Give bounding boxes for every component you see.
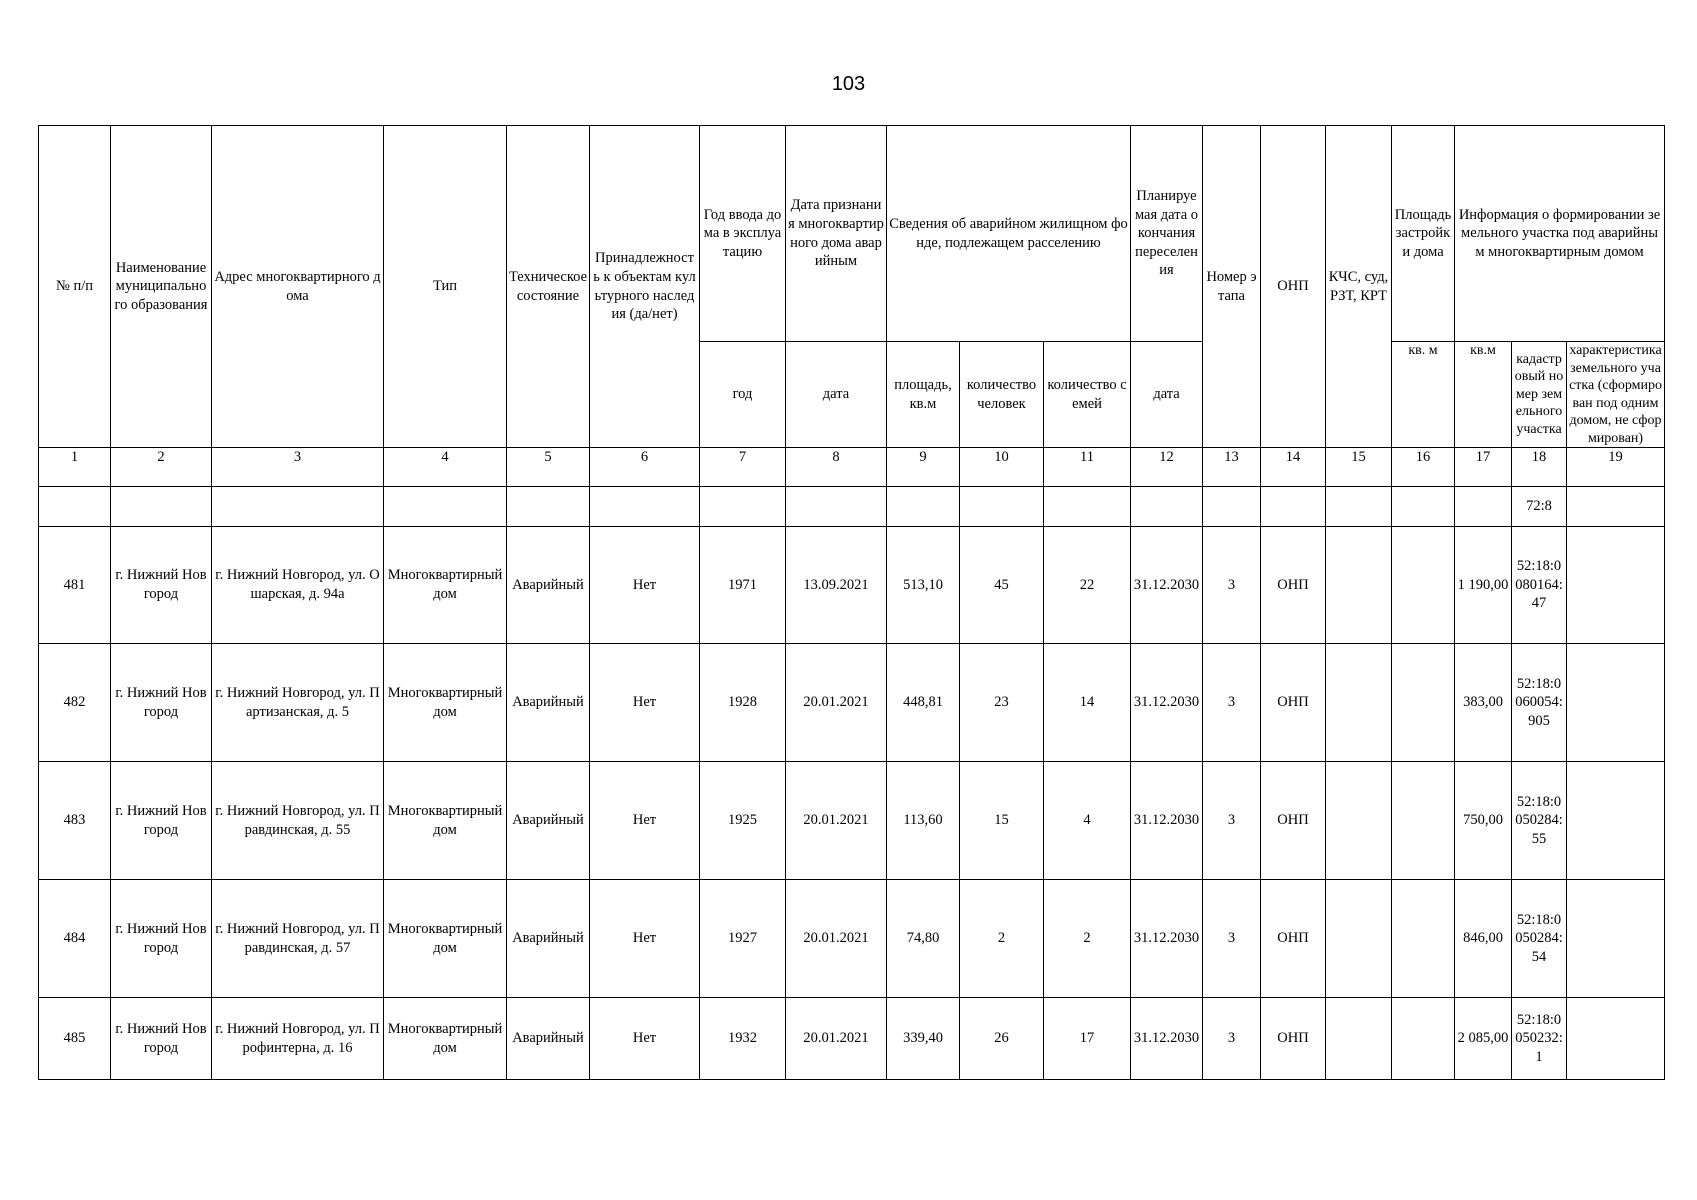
header-row-1 [39,126,1665,342]
cell-kchs [1326,762,1392,880]
cell-families: 14 [1044,644,1131,762]
cell-heritage: Нет [590,998,700,1080]
header-recognition-date: Дата признания многоквартирного дома аварийным [786,126,887,342]
cell-address: г. Нижний Новгород, ул. Правдинская, д. 57 [212,880,384,998]
cell-people: 23 [960,644,1044,762]
cell-type: Многоквартирный дом [384,998,507,1080]
subheader-area: площадь, кв.м [887,342,960,448]
cell-land-char [1567,998,1665,1080]
header-build-area: Площадь застройки дома [1392,126,1455,342]
cell-address: г. Нижний Новгород, ул. Профинтерна, д. 16 [212,998,384,1080]
emergency-housing-table [38,125,1665,1080]
column-number: 12 [1131,448,1203,487]
cell-state: Аварийный [507,762,590,880]
cell-type: Многоквартирный дом [384,880,507,998]
header-address: Адрес многоквартирного дома [212,126,384,448]
header-kchs: КЧС, суд, РЗТ, КРТ [1326,126,1392,448]
cell-people: 2 [960,880,1044,998]
cell-plan-date: 31.12.2030 [1131,527,1203,644]
cell-land-char [1567,880,1665,998]
cell-land-char [1567,527,1665,644]
cell-stage: 3 [1203,527,1261,644]
cell-build-area [1392,998,1455,1080]
cell-area: 513,10 [887,527,960,644]
column-numbers-row [39,448,1665,487]
cell-build-area [1392,644,1455,762]
column-number: 10 [960,448,1044,487]
cell-land-area: 750,00 [1455,762,1512,880]
continuation-row [39,487,1665,527]
subheader-date: дата [786,342,887,448]
cell-cadastral: 52:18:0050284:54 [1512,880,1567,998]
cell-state: Аварийный [507,998,590,1080]
cell-municipality: г. Нижний Новгород [111,998,212,1080]
cell-people: 15 [960,762,1044,880]
subheader-build-area: кв. м [1392,342,1455,448]
cell-type: Многоквартирный дом [384,762,507,880]
header-housing-info: Сведения об аварийном жилищном фонде, подлежащем расселению [887,126,1131,342]
column-number: 11 [1044,448,1131,487]
cell-address: г. Нижний Новгород, ул. Партизанская, д. 5 [212,644,384,762]
cell-cadastral: 52:18:0080164:47 [1512,527,1567,644]
header-num: № п/п [39,126,111,448]
subheader-year: год [700,342,786,448]
cell-families: 4 [1044,762,1131,880]
page-number: 103 [831,73,866,95]
cell-num: 482 [39,644,111,762]
cell-cadastral: 52:18:0050232:1 [1512,998,1567,1080]
cell-num: 483 [39,762,111,880]
cell-date: 20.01.2021 [786,644,887,762]
cell-year: 1925 [700,762,786,880]
cell-state: Аварийный [507,527,590,644]
cell-area: 74,80 [887,880,960,998]
cell-cadastral: 52:18:0050284:55 [1512,762,1567,880]
cell-year: 1971 [700,527,786,644]
cell-heritage: Нет [590,644,700,762]
cell-build-area [1392,527,1455,644]
cell-area: 448,81 [887,644,960,762]
cell-date: 20.01.2021 [786,880,887,998]
column-number: 2 [111,448,212,487]
cell-stage: 3 [1203,880,1261,998]
cell-state: Аварийный [507,880,590,998]
cell-plan-date: 31.12.2030 [1131,644,1203,762]
header-municipality: Наименование муниципального образования [111,126,212,448]
table-row [39,644,1665,762]
cell-cadastral: 52:18:0060054:905 [1512,644,1567,762]
cell-build-area [1392,762,1455,880]
cell-people: 26 [960,998,1044,1080]
header-stage: Номер этапа [1203,126,1261,448]
header-tech-state: Техническое состояние [507,126,590,448]
cell-land-area: 846,00 [1455,880,1512,998]
cell-municipality: г. Нижний Новгород [111,880,212,998]
header-year: Год ввода дома в эксплуатацию [700,126,786,342]
cell-address: г. Нижний Новгород, ул. Правдинская, д. 55 [212,762,384,880]
column-number: 1 [39,448,111,487]
column-number: 14 [1261,448,1326,487]
subheader-people: количество человек [960,342,1044,448]
column-number: 19 [1567,448,1665,487]
cell-onp: ОНП [1261,527,1326,644]
cell-year: 1928 [700,644,786,762]
cell-area: 113,60 [887,762,960,880]
header-cadastral: кадастровый номер земельного участка [1512,342,1567,448]
cell-municipality: г. Нижний Новгород [111,644,212,762]
cell-heritage: Нет [590,762,700,880]
cell-year: 1932 [700,998,786,1080]
cell-families: 2 [1044,880,1131,998]
cell-municipality: г. Нижний Новгород [111,762,212,880]
header-land-char: характеристика земельного участка (сформирован под одним домом, не сформирован) [1567,342,1665,448]
column-number: 6 [590,448,700,487]
cell-type: Многоквартирный дом [384,644,507,762]
cell-stage: 3 [1203,998,1261,1080]
cell-kchs [1326,527,1392,644]
cell-land-char [1567,762,1665,880]
cell-plan-date: 31.12.2030 [1131,762,1203,880]
cell-kchs [1326,998,1392,1080]
table-row [39,762,1665,880]
cell-area: 339,40 [887,998,960,1080]
cell-address: г. Нижний Новгород, ул. Ошарская, д. 94а [212,527,384,644]
cell-state: Аварийный [507,644,590,762]
cell-build-area [1392,880,1455,998]
cell-people: 45 [960,527,1044,644]
column-number: 15 [1326,448,1392,487]
header-onp: ОНП [1261,126,1326,448]
header-type: Тип [384,126,507,448]
cell-land-area: 383,00 [1455,644,1512,762]
cell-heritage: Нет [590,880,700,998]
header-heritage: Принадлежность к объектам культурного наследия (да/нет) [590,126,700,448]
cell-plan-date: 31.12.2030 [1131,880,1203,998]
cell-onp: ОНП [1261,644,1326,762]
cell-families: 17 [1044,998,1131,1080]
cell-date: 20.01.2021 [786,998,887,1080]
column-number: 9 [887,448,960,487]
cadastral-continuation: 72:8 [1512,487,1567,527]
cell-land-area: 2 085,00 [1455,998,1512,1080]
cell-kchs [1326,880,1392,998]
cell-num: 485 [39,998,111,1080]
cell-stage: 3 [1203,762,1261,880]
header-planned-date: Планируемая дата окончания переселения [1131,126,1203,342]
cell-onp: ОНП [1261,998,1326,1080]
header-land-info: Информация о формировании земельного участка под аварийным многоквартирным домом [1455,126,1665,342]
cell-onp: ОНП [1261,880,1326,998]
cell-heritage: Нет [590,527,700,644]
column-number: 5 [507,448,590,487]
table-row [39,527,1665,644]
cell-municipality: г. Нижний Новгород [111,527,212,644]
cell-year: 1927 [700,880,786,998]
column-number: 4 [384,448,507,487]
subheader-land-area: кв.м [1455,342,1512,448]
subheader-plan-date: дата [1131,342,1203,448]
subheader-families: количество семей [1044,342,1131,448]
cell-stage: 3 [1203,644,1261,762]
cell-land-area: 1 190,00 [1455,527,1512,644]
column-number: 13 [1203,448,1261,487]
column-number: 18 [1512,448,1567,487]
cell-plan-date: 31.12.2030 [1131,998,1203,1080]
column-number: 7 [700,448,786,487]
column-number: 3 [212,448,384,487]
cell-num: 484 [39,880,111,998]
column-number: 17 [1455,448,1512,487]
cell-onp: ОНП [1261,762,1326,880]
cell-date: 20.01.2021 [786,762,887,880]
column-number: 8 [786,448,887,487]
table-row [39,880,1665,998]
table-row [39,998,1665,1080]
cell-num: 481 [39,527,111,644]
cell-land-char [1567,644,1665,762]
cell-date: 13.09.2021 [786,527,887,644]
column-number: 16 [1392,448,1455,487]
cell-type: Многоквартирный дом [384,527,507,644]
cell-kchs [1326,644,1392,762]
cell-families: 22 [1044,527,1131,644]
